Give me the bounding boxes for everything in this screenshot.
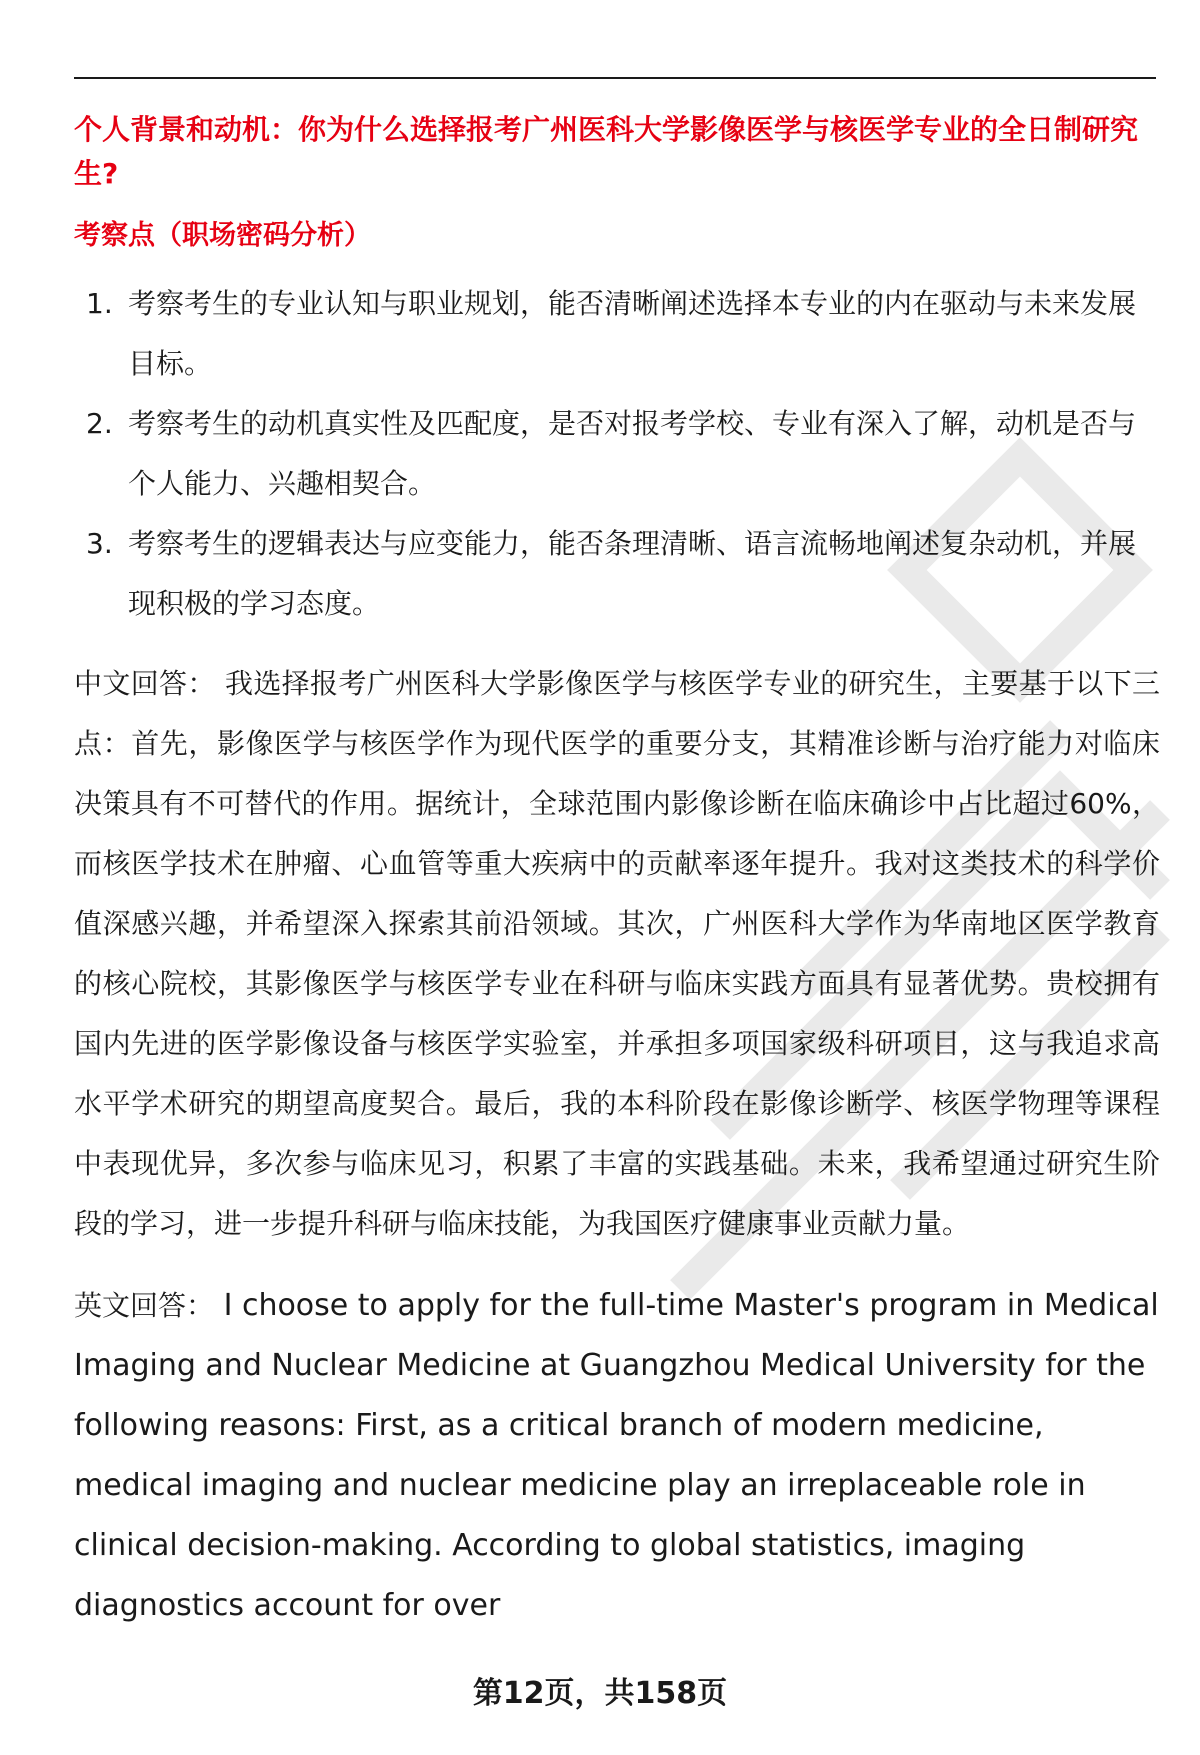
answer-chinese-text: 我选择报考广州医科大学影像医学与核医学专业的研究生，主要基于以下三点：首先，影像医学与核医学作为现代医学的重要分支，其精准诊断与治疗能力对临床决策具有不可替代的作用。据统计，全球范围内影像诊断在临床确诊中占比超过60%，而核医学技术在肿瘤、心血管等重大疾病中的贡献率逐年提升。我对这类技术的科学价值深感兴趣，并希望深入探索其前沿领域。其次，广州医科大学作为华南地区医学教育的核心院校，其影像医学与核医学专业在科研与临床实践方面具有显著优势。贵校拥有国内先进的医学影像设备与核医学实验室，并承担多项国家级科研项目，这与我追求高水平学术研究的期望高度契合。最后，我的本科阶段在影像诊断学、核医学物理等课程中表现优异，多次参与临床见习，积累了丰富的实践基础。未来，我希望通过研究生阶段的学习，进一步提升科研与临床技能，为我国医疗健康事业贡献力量。 (74, 667, 1160, 1240)
assessment-item (74, 274, 1160, 394)
answer-chinese-label: 中文回答： (74, 667, 216, 700)
assessment-item (74, 514, 1160, 634)
question-title: 个人背景和动机：你为什么选择报考广州医科大学影像医学与核医学专业的全日制研究生? (74, 113, 1139, 190)
assessment-item-text: 考察考生的逻辑表达与应变能力，能否条理清晰、语言流畅地阐述复杂动机，并展现积极的学习态度。 (128, 527, 1137, 620)
answer-english-label: 英文回答： (74, 1289, 215, 1322)
answer-english (74, 1276, 1160, 1636)
assessment-item-number: 2. (86, 407, 113, 440)
answer-english-text: I choose to apply for the full-time Master's program in Medical Imaging and Nuclear Medicine at Guangzhou Medical University for the following reasons: First, as a critical branch of modern medicine, medical imaging and nuclear medicine play an irreplaceable role in clinical decision-making. According to global statistics, imaging diagnostics account for over (74, 1288, 1159, 1623)
answer-chinese (74, 654, 1160, 1254)
assessment-heading: 考察点（职场密码分析） (74, 220, 371, 251)
assessment-item-text: 考察考生的动机真实性及匹配度，是否对报考学校、专业有深入了解，动机是否与个人能力、兴趣相契合。 (128, 407, 1137, 500)
header-rule (74, 77, 1156, 79)
page-content (74, 108, 1160, 1636)
page-number-footer: 第12页，共158页 (472, 1676, 728, 1711)
assessment-item (74, 394, 1160, 514)
assessment-list (74, 274, 1160, 634)
assessment-item-text: 考察考生的专业认知与职业规划，能否清晰阐述选择本专业的内在驱动与未来发展目标。 (128, 287, 1137, 380)
assessment-item-number: 1. (86, 287, 113, 320)
assessment-item-number: 3. (86, 527, 113, 560)
